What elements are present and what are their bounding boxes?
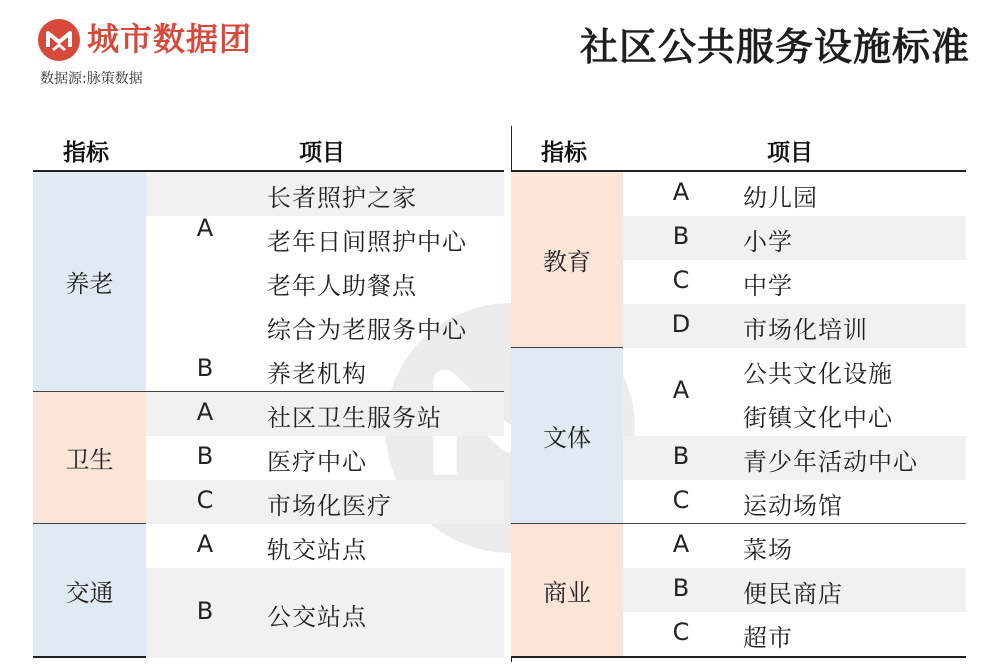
facility-item: 便民商店 <box>743 580 843 608</box>
facility-item: 青少年活动中心 <box>743 448 918 476</box>
table-section <box>511 524 966 658</box>
group-letter: B <box>672 442 690 470</box>
facility-item: 老年日间照护中心 <box>267 228 467 256</box>
facility-item: 养老机构 <box>267 360 367 388</box>
group-letter: B <box>196 597 214 625</box>
facility-table-right <box>511 126 966 658</box>
table-section <box>33 524 504 658</box>
group-letter: A <box>196 530 214 558</box>
category-cell: 养老 <box>33 172 146 391</box>
table-header-right <box>511 126 966 172</box>
group-letter: D <box>671 310 691 338</box>
group-letter: B <box>196 354 214 382</box>
group-letter: C <box>196 486 214 514</box>
data-source: 数据源:脉策数据 <box>40 71 143 87</box>
facility-item: 轨交站点 <box>267 536 367 564</box>
category-cell: 教育 <box>511 172 623 347</box>
group-letter: B <box>672 574 690 602</box>
category-cell: 商业 <box>511 524 623 656</box>
group-letter: B <box>672 222 690 250</box>
table-header-left <box>33 126 504 172</box>
facility-item: 社区卫生服务站 <box>267 404 442 432</box>
group-letter: A <box>672 376 690 404</box>
category-cell: 文体 <box>511 348 623 523</box>
facility-item: 运动场馆 <box>743 492 843 520</box>
table-section <box>33 172 504 392</box>
header <box>0 0 1000 110</box>
facility-item: 街镇文化中心 <box>743 404 893 432</box>
city-data-logo-icon <box>37 18 81 62</box>
group-letter: C <box>672 486 690 514</box>
facility-item: 小学 <box>743 228 793 256</box>
header-indicator: 指标 <box>63 140 109 166</box>
facility-item: 公交站点 <box>267 603 367 631</box>
facility-item: 市场化培训 <box>743 316 868 344</box>
table-section <box>511 348 966 524</box>
header-item: 项目 <box>767 140 813 166</box>
page-title: 社区公共服务设施标准 <box>579 24 970 69</box>
table-section <box>511 172 966 348</box>
facility-table-left <box>33 126 504 658</box>
facility-item: 超市 <box>743 624 793 652</box>
category-cell: 卫生 <box>33 392 146 523</box>
facility-item: 综合为老服务中心 <box>267 316 467 344</box>
logo-text: 城市数据团 <box>87 20 253 58</box>
facility-item: 长者照护之家 <box>267 184 417 212</box>
facility-item: 幼儿园 <box>743 184 818 212</box>
facility-item: 市场化医疗 <box>267 492 392 520</box>
group-letter: B <box>196 442 214 470</box>
facility-item: 医疗中心 <box>267 448 367 476</box>
facility-item: 公共文化设施 <box>743 360 893 388</box>
category-cell: 交通 <box>33 524 146 656</box>
facility-item: 菜场 <box>743 536 793 564</box>
group-letter: A <box>196 214 214 242</box>
facility-item: 老年人助餐点 <box>267 272 417 300</box>
header-item: 项目 <box>299 140 345 166</box>
table-section <box>33 392 504 524</box>
group-letter: A <box>196 398 214 426</box>
header-indicator: 指标 <box>541 140 587 166</box>
group-letter: C <box>672 266 690 294</box>
group-letter: A <box>672 530 690 558</box>
facility-item: 中学 <box>743 272 793 300</box>
group-letter: C <box>672 618 690 646</box>
group-letter: A <box>672 178 690 206</box>
